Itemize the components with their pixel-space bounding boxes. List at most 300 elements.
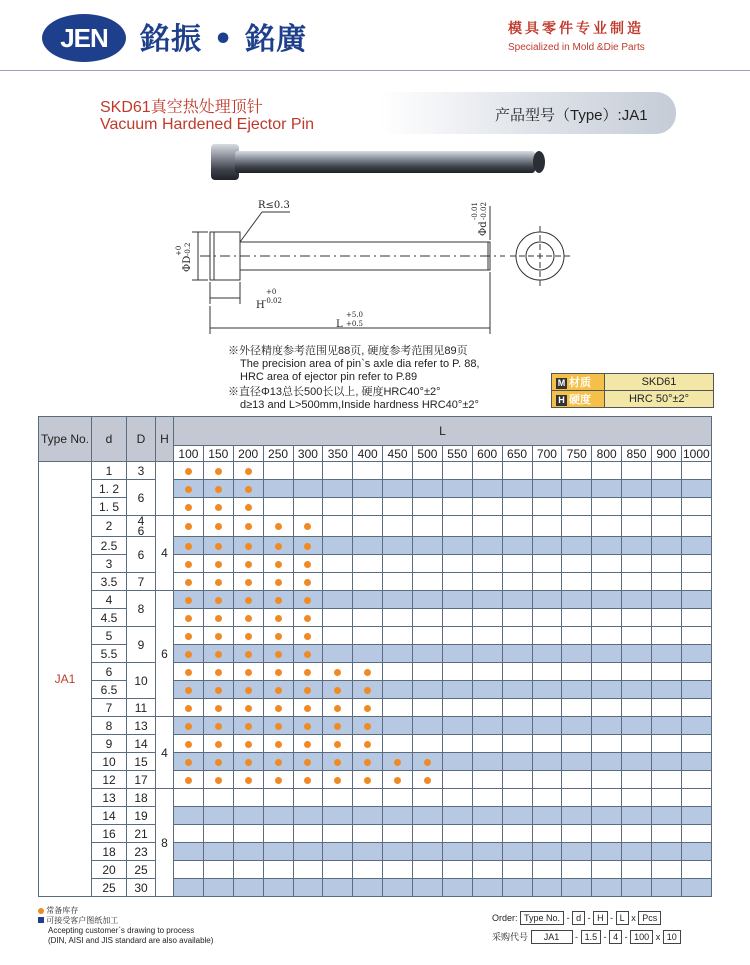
availability-cell [174, 843, 204, 861]
D-cell: 14 [127, 735, 156, 753]
availability-cell [562, 807, 592, 825]
D-cell: 7 [127, 573, 156, 591]
d-label: Φd [478, 221, 489, 236]
availability-cell [472, 681, 502, 699]
availability-cell [502, 480, 532, 498]
availability-cell [472, 753, 502, 771]
stock-dot-icon [275, 597, 282, 604]
availability-cell [263, 825, 293, 843]
availability-cell [472, 807, 502, 825]
availability-cell [203, 825, 233, 843]
availability-cell [293, 516, 323, 537]
availability-cell [263, 645, 293, 663]
stock-dot-icon [185, 597, 192, 604]
availability-cell [681, 861, 711, 879]
availability-cell [383, 735, 413, 753]
stock-dot-icon [185, 468, 192, 475]
availability-cell [562, 735, 592, 753]
availability-cell [293, 480, 323, 498]
availability-cell [592, 627, 622, 645]
stock-dot-icon [215, 543, 222, 550]
availability-cell [562, 555, 592, 573]
availability-cell [233, 516, 263, 537]
availability-cell [532, 663, 562, 681]
stock-dot-icon [275, 687, 282, 694]
availability-cell [472, 789, 502, 807]
availability-cell [681, 807, 711, 825]
availability-cell [472, 537, 502, 555]
stock-dot-icon [304, 523, 311, 530]
stock-dot-icon [185, 633, 192, 640]
availability-cell [502, 591, 532, 609]
d-cell: 2.5 [92, 537, 127, 555]
stock-dot-icon [275, 543, 282, 550]
availability-cell [293, 753, 323, 771]
availability-cell [562, 663, 592, 681]
availability-cell [293, 735, 323, 753]
availability-cell [203, 537, 233, 555]
d-cell: 18 [92, 843, 127, 861]
order-format: Order: Type No. - d - H - L x Pcs [492, 911, 661, 925]
stock-dot-icon [245, 705, 252, 712]
d-cell: 6.5 [92, 681, 127, 699]
col-header-L-value: 850 [622, 446, 652, 462]
availability-cell [502, 573, 532, 591]
availability-cell [323, 825, 353, 843]
availability-cell [293, 609, 323, 627]
availability-cell [532, 861, 562, 879]
stock-dot-icon [275, 759, 282, 766]
availability-cell [652, 807, 682, 825]
availability-cell [233, 843, 263, 861]
availability-cell [532, 591, 562, 609]
availability-cell [233, 462, 263, 480]
col-header-L-value: 750 [562, 446, 592, 462]
availability-cell [293, 537, 323, 555]
D-label: ΦD [182, 255, 193, 272]
availability-cell [532, 609, 562, 627]
product-type-label: 产品型号（Type）:JA1 [495, 107, 648, 124]
availability-cell [472, 498, 502, 516]
availability-cell [263, 573, 293, 591]
d-cell: 3 [92, 555, 127, 573]
availability-cell [622, 555, 652, 573]
availability-cell [263, 591, 293, 609]
availability-cell [652, 789, 682, 807]
availability-cell [622, 789, 652, 807]
stock-dot-icon [394, 759, 401, 766]
stock-dot-icon [245, 486, 252, 493]
availability-cell [652, 861, 682, 879]
D-cell: 13 [127, 717, 156, 735]
legend [38, 906, 213, 946]
availability-cell [353, 735, 383, 753]
availability-cell [622, 681, 652, 699]
availability-cell [681, 789, 711, 807]
availability-cell [681, 609, 711, 627]
availability-cell [442, 825, 472, 843]
product-title-en: Vacuum Hardened Ejector Pin [100, 116, 315, 133]
d-cell: 1 [92, 462, 127, 480]
availability-cell [323, 789, 353, 807]
availability-cell [203, 807, 233, 825]
availability-cell [233, 753, 263, 771]
availability-cell [562, 681, 592, 699]
stock-dot-icon [334, 741, 341, 748]
availability-cell [263, 843, 293, 861]
stock-dot-icon [215, 504, 222, 511]
stock-dot-icon [245, 468, 252, 475]
availability-cell [383, 789, 413, 807]
availability-cell [383, 609, 413, 627]
availability-cell [203, 591, 233, 609]
availability-cell [472, 516, 502, 537]
availability-cell [323, 663, 353, 681]
availability-cell [652, 681, 682, 699]
stock-dot-icon [215, 687, 222, 694]
availability-cell [532, 555, 562, 573]
availability-cell [293, 627, 323, 645]
availability-cell [562, 516, 592, 537]
col-header-H: H [156, 417, 174, 462]
availability-cell [263, 462, 293, 480]
availability-cell [383, 591, 413, 609]
D-cell: 6 [127, 537, 156, 573]
d-cell: 10 [92, 753, 127, 771]
availability-cell [233, 879, 263, 897]
order-label: Order: [492, 913, 518, 923]
d-cell: 5.5 [92, 645, 127, 663]
availability-cell [652, 573, 682, 591]
stock-dot-icon [334, 687, 341, 694]
D-cell: 17 [127, 771, 156, 789]
d-cell: 8 [92, 717, 127, 735]
availability-cell [353, 825, 383, 843]
availability-cell [203, 753, 233, 771]
stock-dot-icon [334, 705, 341, 712]
availability-cell [413, 807, 443, 825]
stock-dot-icon [364, 687, 371, 694]
availability-cell [502, 807, 532, 825]
availability-cell [174, 699, 204, 717]
stock-dot-icon [364, 777, 371, 784]
ejector-pin-photo [205, 140, 550, 185]
table-row [39, 789, 712, 807]
availability-cell [562, 480, 592, 498]
availability-cell [442, 879, 472, 897]
col-header-L-value: 200 [233, 446, 263, 462]
stock-dot-icon [275, 579, 282, 586]
order-example-d: 1.5 [581, 930, 602, 944]
availability-cell [293, 555, 323, 573]
availability-cell [532, 681, 562, 699]
availability-cell [562, 498, 592, 516]
availability-cell [413, 825, 443, 843]
availability-cell [472, 717, 502, 735]
availability-cell [622, 573, 652, 591]
availability-cell [502, 498, 532, 516]
availability-cell [353, 843, 383, 861]
d-cell: 5 [92, 627, 127, 645]
col-header-L-value: 550 [442, 446, 472, 462]
stock-dot-icon [304, 561, 311, 568]
availability-cell [413, 879, 443, 897]
D-cell: 25 [127, 861, 156, 879]
availability-cell [681, 573, 711, 591]
availability-cell [562, 753, 592, 771]
col-header-L-value: 700 [532, 446, 562, 462]
D-cell: 8 [127, 591, 156, 627]
availability-cell [592, 879, 622, 897]
availability-cell [442, 807, 472, 825]
availability-cell [174, 516, 204, 537]
availability-cell [263, 480, 293, 498]
availability-cell [293, 843, 323, 861]
availability-cell [293, 573, 323, 591]
availability-cell [502, 717, 532, 735]
availability-cell [442, 753, 472, 771]
availability-cell [413, 537, 443, 555]
availability-cell [622, 807, 652, 825]
availability-cell [622, 735, 652, 753]
availability-cell [622, 843, 652, 861]
availability-cell [502, 825, 532, 843]
availability-cell [472, 609, 502, 627]
availability-cell [293, 861, 323, 879]
availability-cell [652, 480, 682, 498]
availability-cell [174, 480, 204, 498]
availability-cell [413, 735, 443, 753]
availability-cell [681, 537, 711, 555]
availability-cell [174, 462, 204, 480]
table-row [39, 807, 712, 825]
availability-cell [383, 753, 413, 771]
availability-cell [323, 498, 353, 516]
availability-cell [562, 573, 592, 591]
availability-cell [592, 843, 622, 861]
availability-cell [442, 537, 472, 555]
availability-cell [174, 861, 204, 879]
availability-cell [293, 825, 323, 843]
availability-cell [681, 771, 711, 789]
availability-cell [502, 462, 532, 480]
table-row [39, 516, 712, 537]
availability-cell [442, 573, 472, 591]
availability-cell [323, 537, 353, 555]
availability-cell [293, 681, 323, 699]
stock-dot-icon [245, 777, 252, 784]
availability-cell [174, 717, 204, 735]
stock-dot-icon [245, 687, 252, 694]
stock-dot-icon [215, 523, 222, 530]
availability-cell [203, 843, 233, 861]
hardness-key: H 硬度 [552, 391, 605, 408]
d-cell: 4 [92, 591, 127, 609]
availability-cell [383, 516, 413, 537]
stock-dot-icon [185, 579, 192, 586]
availability-cell [502, 843, 532, 861]
availability-cell [413, 462, 443, 480]
availability-cell [592, 807, 622, 825]
availability-cell [263, 699, 293, 717]
availability-cell [592, 663, 622, 681]
availability-cell [562, 879, 592, 897]
stock-dot-icon [215, 615, 222, 622]
availability-cell [293, 645, 323, 663]
availability-cell [681, 843, 711, 861]
availability-cell [233, 699, 263, 717]
availability-cell [233, 627, 263, 645]
availability-cell [502, 861, 532, 879]
stock-dot-icon [185, 543, 192, 550]
availability-cell [532, 789, 562, 807]
availability-cell [323, 645, 353, 663]
stock-dot-icon [304, 777, 311, 784]
availability-cell [233, 609, 263, 627]
availability-cell [622, 699, 652, 717]
table-row [39, 480, 712, 498]
availability-cell [293, 789, 323, 807]
availability-cell [293, 462, 323, 480]
availability-cell [203, 480, 233, 498]
h-tol-upper: +0 [266, 288, 277, 296]
availability-cell [353, 699, 383, 717]
stock-dot-icon [334, 759, 341, 766]
availability-cell [203, 735, 233, 753]
stock-dot-icon [245, 561, 252, 568]
stock-dot-icon [38, 908, 44, 914]
stock-dot-icon [304, 687, 311, 694]
col-header-d: d [92, 417, 127, 462]
availability-cell [353, 879, 383, 897]
availability-cell [383, 555, 413, 573]
stock-dot-icon [245, 523, 252, 530]
D-cell: 3 [127, 462, 156, 480]
table-row [39, 879, 712, 897]
availability-cell [502, 516, 532, 537]
availability-cell [353, 498, 383, 516]
availability-cell [652, 825, 682, 843]
stock-dot-icon [215, 723, 222, 730]
header-divider [0, 70, 750, 71]
col-header-L: L [174, 417, 712, 446]
availability-cell [174, 609, 204, 627]
stock-dot-icon [304, 723, 311, 730]
availability-cell [442, 480, 472, 498]
stock-dot-icon [275, 633, 282, 640]
note-precision [228, 345, 480, 384]
availability-cell [472, 825, 502, 843]
spec-table [38, 416, 712, 897]
availability-cell [652, 498, 682, 516]
availability-cell [442, 735, 472, 753]
availability-cell [174, 807, 204, 825]
legend-custom: 可接受客户图纸加工 [38, 916, 213, 926]
availability-cell [323, 717, 353, 735]
availability-cell [472, 663, 502, 681]
stock-dot-icon [275, 615, 282, 622]
availability-cell [323, 516, 353, 537]
col-header-L-value: 1000 [683, 446, 710, 461]
availability-cell [383, 480, 413, 498]
availability-cell [681, 879, 711, 897]
custom-square-icon [38, 917, 44, 923]
availability-cell [203, 879, 233, 897]
stock-dot-icon [215, 759, 222, 766]
stock-dot-icon [185, 504, 192, 511]
order-example-h: 4 [609, 930, 622, 944]
availability-cell [592, 699, 622, 717]
availability-cell [622, 879, 652, 897]
availability-cell [263, 663, 293, 681]
stock-dot-icon [275, 651, 282, 658]
stock-dot-icon [304, 759, 311, 766]
availability-cell [502, 879, 532, 897]
availability-cell [622, 717, 652, 735]
stock-dot-icon [364, 723, 371, 730]
slogan-en: Specialized in Mold &Die Parts [508, 42, 645, 53]
d-cell: 20 [92, 861, 127, 879]
note-hardness-en: d≥13 and L>500mm,Inside hardness HRC40°±2° [240, 399, 479, 411]
availability-cell [681, 699, 711, 717]
availability-cell [383, 573, 413, 591]
d-cell: 1. 2 [92, 480, 127, 498]
availability-cell [472, 843, 502, 861]
availability-cell [442, 789, 472, 807]
availability-cell [233, 789, 263, 807]
availability-cell [293, 699, 323, 717]
availability-cell [681, 480, 711, 498]
table-row [39, 861, 712, 879]
availability-cell [263, 555, 293, 573]
d-cell: 25 [92, 879, 127, 897]
availability-cell [652, 843, 682, 861]
availability-cell [532, 879, 562, 897]
availability-cell [353, 681, 383, 699]
availability-cell [263, 879, 293, 897]
stock-dot-icon [275, 741, 282, 748]
availability-cell [681, 753, 711, 771]
availability-cell [532, 573, 562, 591]
availability-cell [323, 609, 353, 627]
D-cell: 9 [127, 627, 156, 663]
availability-cell [233, 591, 263, 609]
col-header-L-value: 400 [353, 446, 383, 462]
table-row [39, 843, 712, 861]
col-header-L-value: 650 [502, 446, 532, 462]
stock-dot-icon [304, 633, 311, 640]
availability-cell [413, 645, 443, 663]
availability-cell [562, 789, 592, 807]
d-cell: 16 [92, 825, 127, 843]
stock-dot-icon [215, 468, 222, 475]
D-cell: 15 [127, 753, 156, 771]
table-row [39, 825, 712, 843]
availability-cell [681, 717, 711, 735]
availability-cell [652, 663, 682, 681]
stock-dot-icon [215, 777, 222, 784]
stock-dot-icon [185, 723, 192, 730]
availability-cell [174, 663, 204, 681]
availability-cell [592, 753, 622, 771]
availability-cell [323, 591, 353, 609]
availability-cell [413, 843, 443, 861]
stock-dot-icon [185, 486, 192, 493]
d-tol-lower: -0.02 [480, 202, 488, 220]
d-cell: 13 [92, 789, 127, 807]
stock-dot-icon [185, 741, 192, 748]
col-header-L-value: 300 [293, 446, 323, 462]
